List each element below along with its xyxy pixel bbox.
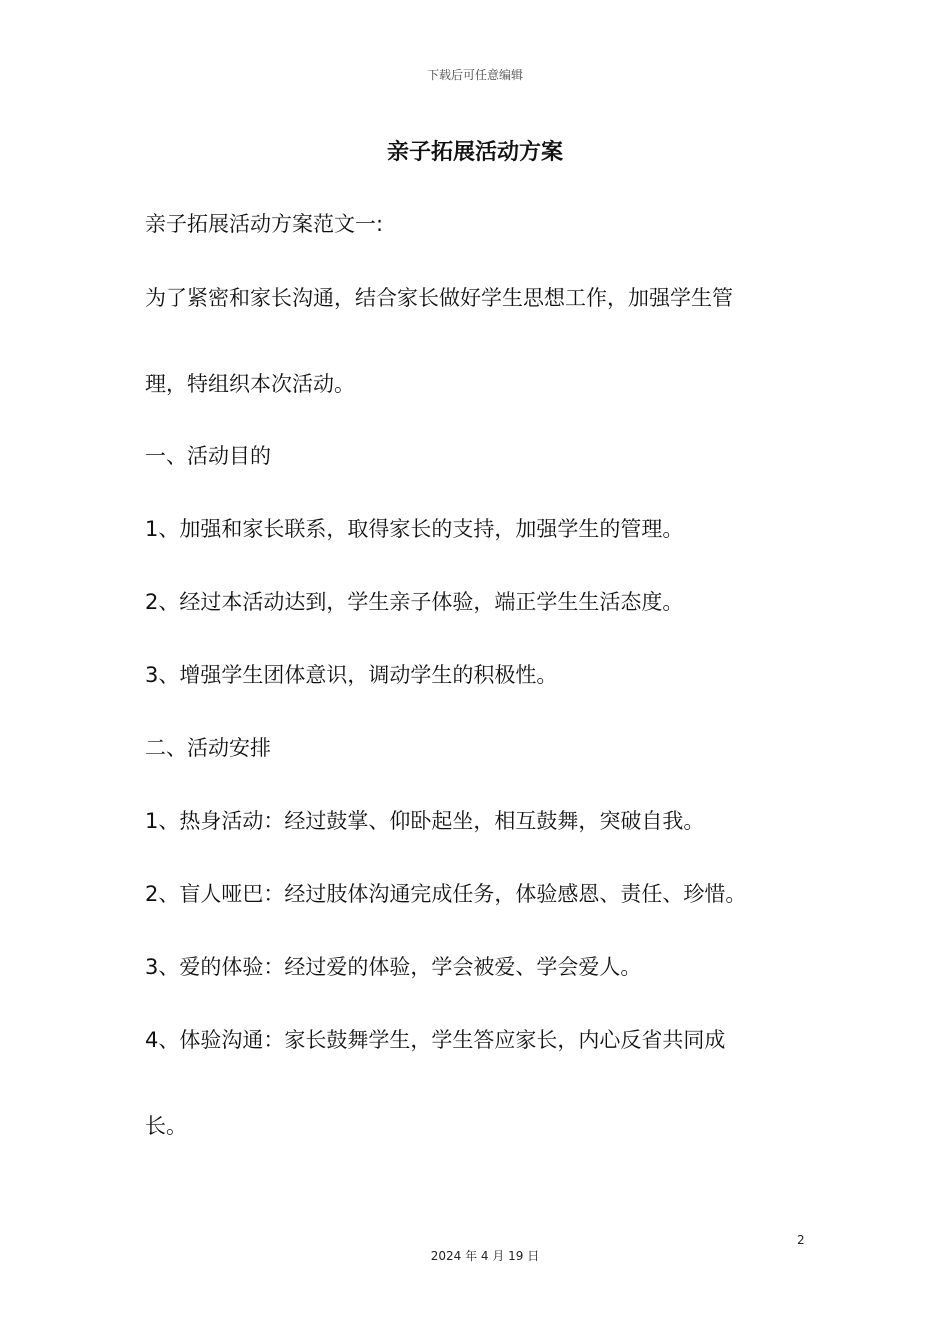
list-item: 4、体验沟通：家长鼓舞学生，学生答应家长，内心反省共同成 — [145, 1028, 726, 1052]
section-heading: 二、活动安排 — [145, 736, 271, 760]
paragraph-line: 亲子拓展活动方案范文一: — [145, 212, 384, 236]
footer-date: 2024 年 4 月 19 日 — [430, 1249, 540, 1263]
list-item: 3、增强学生团体意识，调动学生的积极性。 — [145, 663, 558, 687]
paragraph-line: 长。 — [145, 1114, 187, 1138]
paragraph-line: 理，特组织本次活动。 — [145, 372, 355, 396]
list-item: 3、爱的体验：经过爱的体验，学会被爱、学会爱人。 — [145, 955, 642, 979]
list-item: 1、加强和家长联系，取得家长的支持，加强学生的管理。 — [145, 517, 684, 541]
page-number: 2 — [797, 1233, 805, 1247]
list-item: 2、盲人哑巴：经过肢体沟通完成任务，体验感恩、责任、珍惜。 — [145, 882, 747, 906]
paragraph-line: 为了紧密和家长沟通，结合家长做好学生思想工作，加强学生管 — [145, 286, 733, 310]
section-heading: 一、活动目的 — [145, 444, 271, 468]
document-title: 亲子拓展活动方案 — [386, 140, 563, 165]
list-item: 1、热身活动：经过鼓掌、仰卧起坐，相互鼓舞，突破自我。 — [145, 809, 705, 833]
list-item: 2、经过本活动达到，学生亲子体验，端正学生生活态度。 — [145, 590, 684, 614]
page-header-note: 下载后可任意编辑 — [426, 68, 523, 82]
